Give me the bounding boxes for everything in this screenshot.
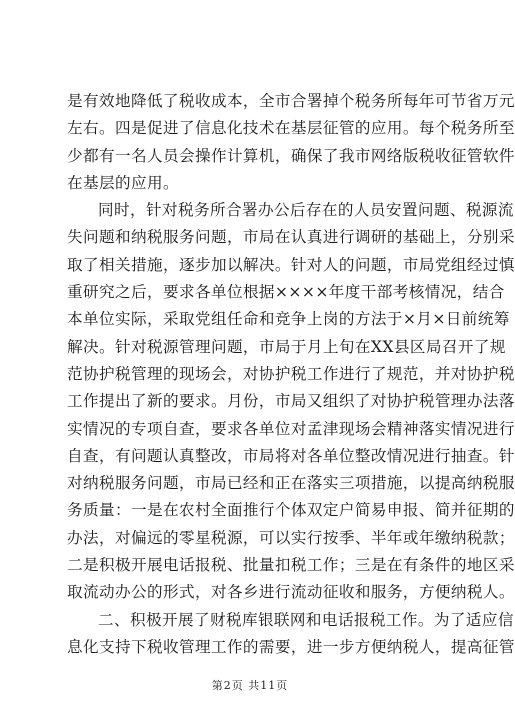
text-line: 在基层的应用。: [67, 173, 179, 192]
text-line: 对纳税服务问题，市局已经和正在落实三项措施，以提高纳税服: [67, 474, 515, 493]
text-line: 务质量：一是在农村全面推行个体双定户简易申报、简并征期的: [67, 501, 515, 520]
text-line: 息化支持下税收管理工作的需要，进一步方便纳税人，提高征管: [67, 637, 515, 656]
text-line: 实情况的专项自查，要求各单位对孟津现场会精神落实情况进行: [67, 419, 515, 438]
text-line: 工作提出了新的要求。月份，市局又组织了对协护税管理办法落: [67, 392, 515, 411]
text-line: 范协护税管理的现场会，对协护税工作进行了规范，并对协护税: [67, 364, 515, 383]
text-line: 左右。四是促进了信息化技术在基层征管的应用。每个税务所至: [67, 119, 515, 138]
text-line: 办法，对偏远的零星税源，可以实行按季、半年或年缴纳税款；: [67, 528, 515, 547]
text-line: 取了相关措施，逐步加以解决。针对人的问题，市局党组经过慎: [67, 255, 515, 274]
body-text: [67, 88, 515, 661]
page-footer: 第2页 共11页: [211, 679, 289, 692]
text-line: 少都有一名人员会操作计算机，确保了我市网络版税收征管软件: [67, 146, 515, 165]
text-line: 失问题和纳税服务问题，市局在认真进行调研的基础上，分别采: [67, 228, 515, 247]
text-line: 是有效地降低了税收成本，全市合署掉个税务所每年可节省万元: [67, 92, 515, 110]
text-line: 二是积极开展电话报税、批量扣税工作；三是在有条件的地区采: [67, 556, 515, 575]
paragraph-start-line: 同时，针对税务所合署办公后存在的人员安置问题、税源流: [98, 201, 514, 220]
text-line: 重研究之后，要求各单位根据××××年度干部考核情况，结合: [67, 283, 505, 302]
text-line: 本单位实际，采取党组任命和竞争上岗的方法于×月×日前统筹: [67, 310, 510, 329]
text-line: 取流动办公的形式，对各乡进行流动征收和服务，方便纳税人。: [67, 583, 515, 602]
text-line: 解决。针对税源管理问题，市局于月上旬在XX县区局召开了规: [67, 337, 506, 356]
text-line: 自查，有问题认真整改，市局将对各单位整改情况进行抽查。针: [67, 446, 515, 465]
paragraph-start-line: 二、积极开展了财税库银联网和电话报税工作。为了适应信: [98, 610, 514, 629]
